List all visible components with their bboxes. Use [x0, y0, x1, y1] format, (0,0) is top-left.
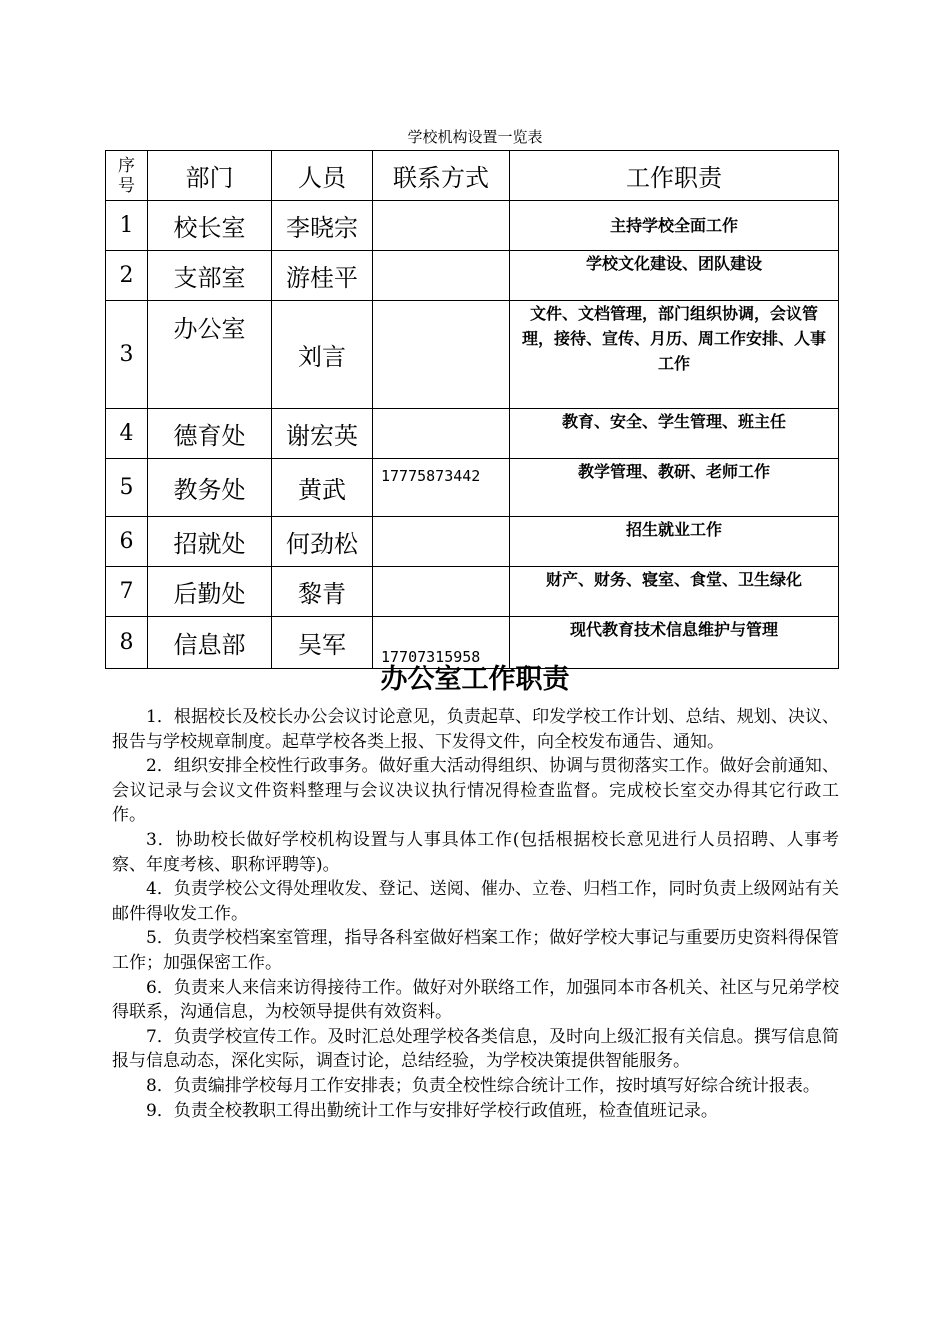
row-seq: 1	[106, 201, 148, 251]
row-person: 游桂平	[272, 251, 373, 301]
row-seq: 4	[106, 409, 148, 459]
header-seq: 序号	[106, 151, 148, 201]
table-row	[106, 409, 839, 459]
duty-item: 5．负责学校档案室管理，指导各科室做好档案工作；做好学校大事记与重要历史资料得保管工作；加强保密工作。	[112, 928, 839, 973]
row-duty: 现代教育技术信息维护与管理	[510, 617, 839, 669]
row-contact	[373, 201, 510, 251]
organization-table	[105, 150, 839, 669]
row-contact	[373, 251, 510, 301]
row-contact	[373, 409, 510, 459]
duty-item: 9．负责全校教职工得出勤统计工作与安排好学校行政值班，检查值班记录。	[146, 1100, 718, 1121]
row-seq: 3	[106, 301, 148, 409]
row-duty: 教育、安全、学生管理、班主任	[510, 409, 839, 459]
row-duty: 财产、财务、寝室、食堂、卫生绿化	[510, 567, 839, 617]
row-seq: 7	[106, 567, 148, 617]
row-contact	[373, 517, 510, 567]
table-row	[106, 201, 839, 251]
row-duty: 学校文化建设、团队建设	[510, 251, 839, 301]
row-dept: 办公室	[148, 301, 272, 409]
row-seq: 8	[106, 617, 148, 669]
duty-item: 4．负责学校公文得处理收发、登记、送阅、催办、立卷、归档工作，同时负责上级网站有关邮件得收发工作。	[112, 879, 839, 924]
table-row	[106, 301, 839, 409]
row-duty: 主持学校全面工作	[510, 201, 839, 251]
row-dept: 教务处	[148, 459, 272, 517]
row-contact	[373, 301, 510, 409]
duty-list	[112, 705, 839, 1123]
table-row	[106, 517, 839, 567]
row-person: 何劲松	[272, 517, 373, 567]
row-contact	[373, 567, 510, 617]
table-caption: 学校机构设置一览表	[407, 128, 543, 146]
row-contact: 17775873442	[373, 459, 510, 517]
row-person: 刘言	[272, 301, 373, 409]
table-row	[106, 567, 839, 617]
duty-item: 1．根据校长及校长办公会议讨论意见，负责起草、印发学校工作计划、总结、规划、决议、报告与学校规章制度。起草学校各类上报、下发得文件，向全校发布通告、通知。	[112, 707, 839, 752]
row-seq: 6	[106, 517, 148, 567]
row-person: 黄武	[272, 459, 373, 517]
row-seq: 5	[106, 459, 148, 517]
table-row	[106, 459, 839, 517]
row-seq: 2	[106, 251, 148, 301]
row-dept: 支部室	[148, 251, 272, 301]
row-person: 谢宏英	[272, 409, 373, 459]
row-dept: 校长室	[148, 201, 272, 251]
duty-item: 2．组织安排全校性行政事务。做好重大活动得组织、协调与贯彻落实工作。做好会前通知、会议记录与会议文件资料整理与会议决议执行情况得检查监督。完成校长室交办得其它行政工作。	[112, 756, 839, 826]
duty-item: 3．协助校长做好学校机构设置与人事具体工作(包括根据校长意见进行人员招聘、人事考察、年度考核、职称评聘等)。	[112, 829, 839, 875]
row-contact: 17707315958	[373, 617, 510, 669]
row-dept: 后勤处	[148, 567, 272, 617]
row-duty: 文件、文档管理，部门组织协调，会议管理，接待、宣传、月历、周工作安排、人事工作	[510, 301, 839, 409]
header-dept: 部门	[148, 151, 272, 201]
row-dept: 德育处	[148, 409, 272, 459]
header-contact: 联系方式	[373, 151, 510, 201]
row-person: 吴军	[272, 617, 373, 669]
table-header-row	[106, 151, 839, 201]
header-duty: 工作职责	[510, 151, 839, 201]
header-person: 人员	[272, 151, 373, 201]
duty-item: 8．负责编排学校每月工作安排表；负责全校性综合统计工作，按时填写好综合统计报表。	[146, 1075, 820, 1096]
duty-item: 6．负责来人来信来访得接待工作。做好对外联络工作，加强同本市各机关、社区与兄弟学校得联系，沟通信息，为校领导提供有效资料。	[112, 977, 839, 1023]
row-person: 李晓宗	[272, 201, 373, 251]
section-title: 办公室工作职责	[380, 664, 570, 695]
table-row	[106, 251, 839, 301]
row-duty: 招生就业工作	[510, 517, 839, 567]
duty-item: 7．负责学校宣传工作。及时汇总处理学校各类信息，及时向上级汇报有关信息。撰写信息简报与信息动态，深化实际，调查讨论，总结经验，为学校决策提供智能服务。	[112, 1026, 839, 1072]
row-dept: 信息部	[148, 617, 272, 669]
row-person: 黎青	[272, 567, 373, 617]
row-duty: 教学管理、教研、老师工作	[510, 459, 839, 517]
row-dept: 招就处	[148, 517, 272, 567]
